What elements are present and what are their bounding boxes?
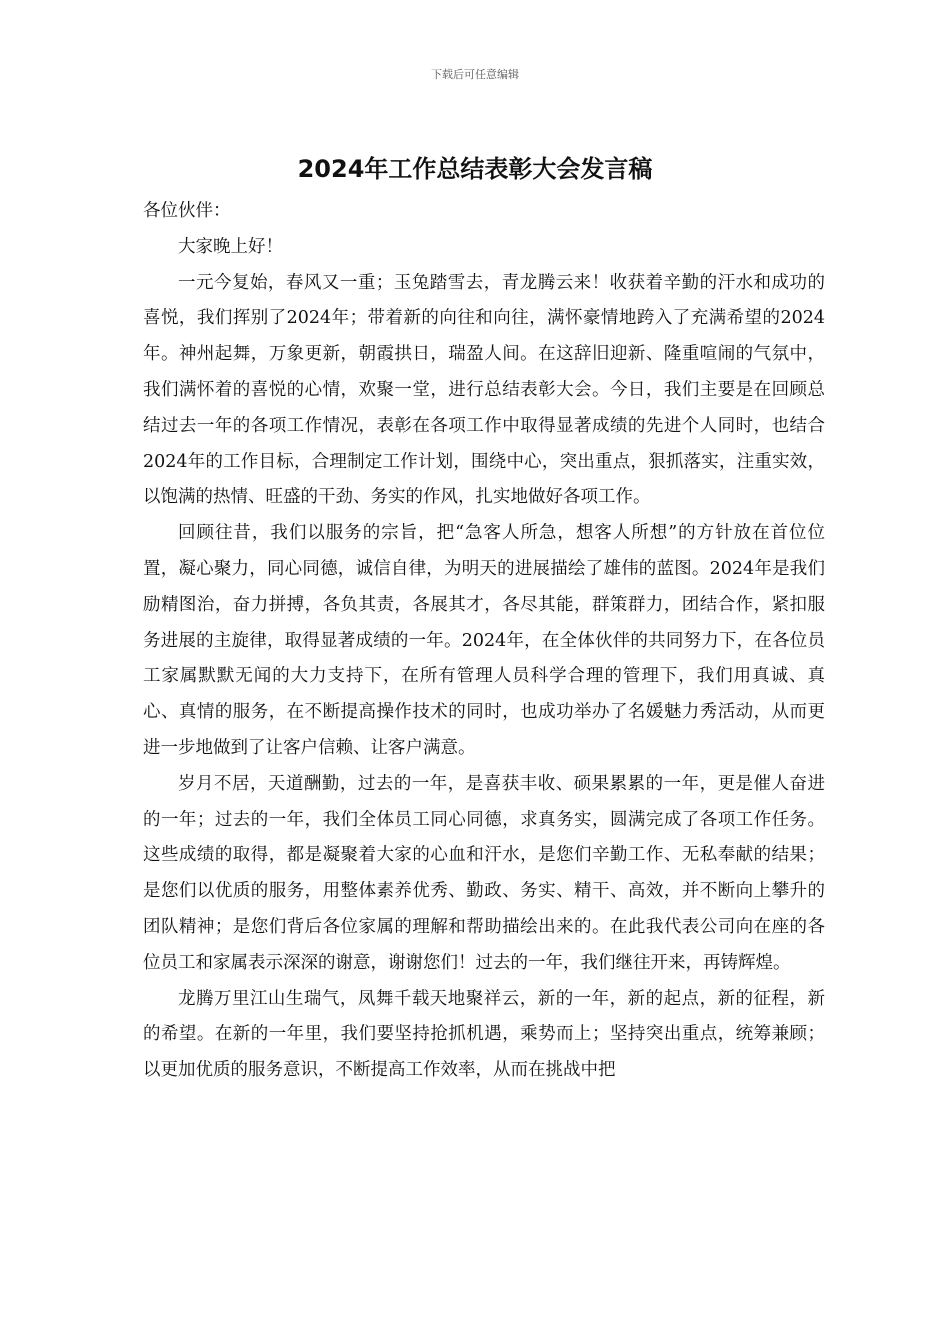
greeting: 大家晚上好！ <box>178 236 283 257</box>
salutation: 各位伙伴： <box>143 201 231 221</box>
document-title: 2024年工作总结表彰大会发言稿 <box>297 155 653 183</box>
header-note: 下载后可任意编辑 <box>431 68 519 81</box>
paragraph-4: 龙腾万里江山生瑞气，凤舞千载天地聚祥云，新的一年，新的起点，新的征程，新的希望。在新的一年里，我们要坚持抢抓机遇，乘势而上；坚持突出重点，统筹兼顾；以更加优质的服务意识，不断提高工作效率，从而在挑战中把 <box>143 988 825 1081</box>
document-body <box>143 194 825 1089</box>
paragraph-2: 回顾往昔，我们以服务的宗旨，把“急客人所急，想客人所想”的方针放在首位位置，凝心聚力，同心同德，诚信自律，为明天的进展描绘了雄伟的蓝图。2024年是我们励精图治，奋力拼搏，各负其责，各展其才，各尽其能，群策群力，团结合作，紧扣服务进展的主旋律，取得显著成绩的一年。2024年，在全体伙伴的共同努力下，在各位员工家属默默无闻的大力支持下，在所有管理人员科学合理的管理下，我们用真诚、真心、真情的服务，在不断提高操作技术的同时，也成功举办了名媛魅力秀活动，从而更进一步地做到了让客户信赖、让客户满意。 <box>143 523 825 758</box>
paragraph-3: 岁月不居，天道酬勤，过去的一年，是喜获丰收、硕果累累的一年，更是催人奋进的一年；过去的一年，我们全体员工同心同德，求真务实，圆满完成了各项工作任务。这些成绩的取得，都是凝聚着大家的心血和汗水，是您们辛勤工作、无私奉献的结果；是您们以优质的服务，用整体素养优秀、勤政、务实、精干、高效，并不断向上攀升的团队精神；是您们背后各位家属的理解和帮助描绘出来的。在此我代表公司向在座的各位员工和家属表示深深的谢意，谢谢您们！过去的一年，我们继往开来，再铸辉煌。 <box>143 773 825 973</box>
paragraph-1: 一元今复始，春风又一重；玉兔踏雪去，青龙腾云来！收获着辛勤的汗水和成功的喜悦，我们挥别了2024年；带着新的向往和向往，满怀豪情地跨入了充满希望的2024年。神州起舞，万象更新，朝霞拱日，瑞盈人间。在这辞旧迎新、隆重喧闹的气氛中，我们满怀着的喜悦的心情，欢聚一堂，进行总结表彰大会。今日，我们主要是在回顾总结过去一年的各项工作情况，表彰在各项工作中取得显著成绩的先进个人同时，也结合2024年的工作目标，合理制定工作计划，围绕中心，突出重点，狠抓落实，注重实效，以饱满的热情、旺盛的干劲、务实的作风，扎实地做好各项工作。 <box>143 272 825 508</box>
